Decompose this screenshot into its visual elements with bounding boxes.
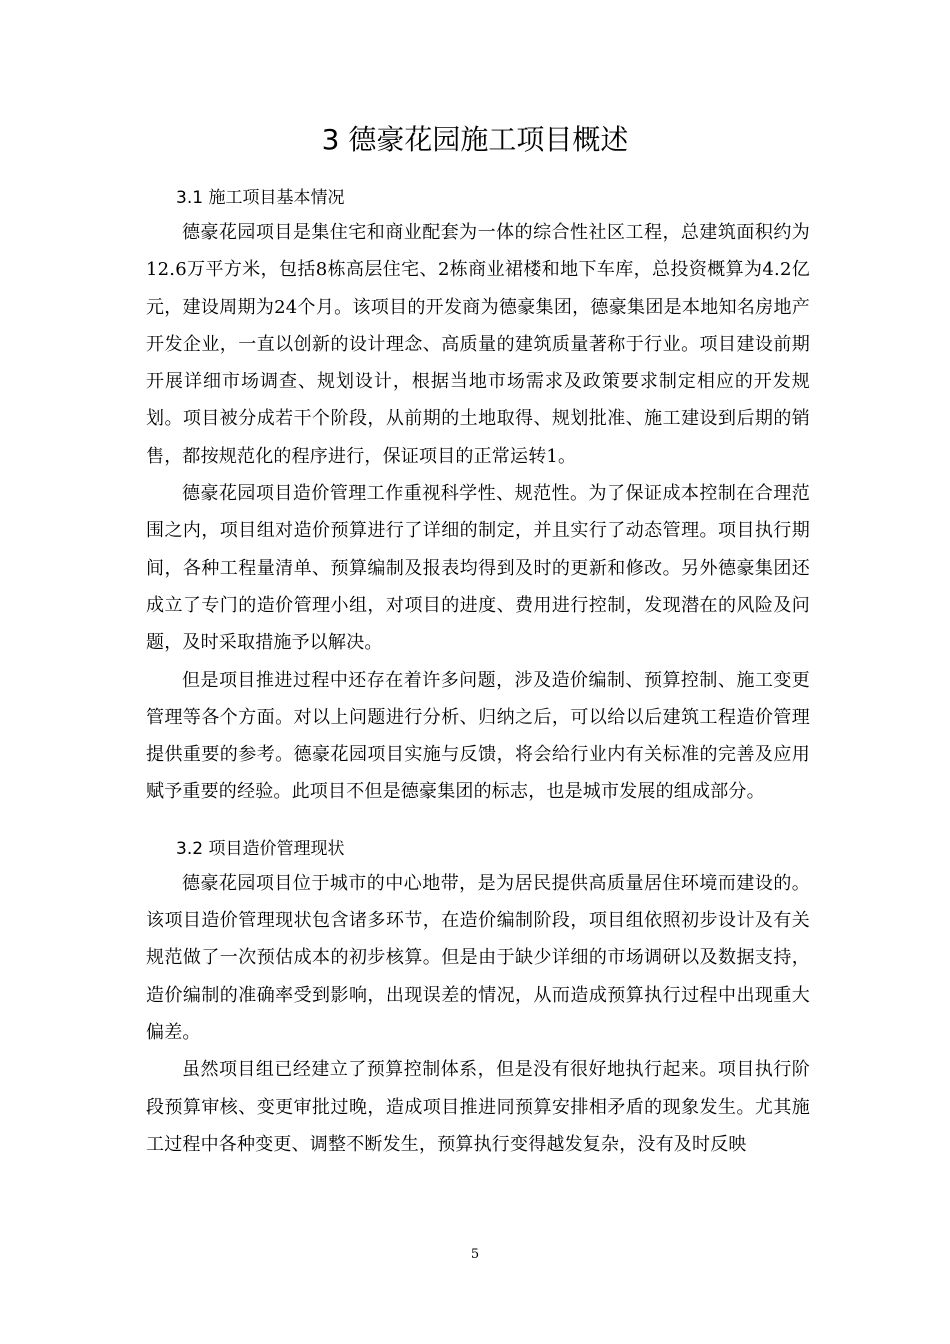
- paragraph: 德豪花园项目位于城市的中心地带，是为居民提供高质量居住环境而建设的。该项目造价管理现状包含诸多环节，在造价编制阶段，项目组依照初步设计及有关规范做了一次预估成本的初步核算。但是由于缺少详细的市场调研以及数据支持，造价编制的准确率受到影响，出现误差的情况，从而造成预算执行过程中出现重大偏差。: [146, 872, 810, 1043]
- paragraph: 但是项目推进过程中还存在着许多问题，涉及造价编制、预算控制、施工变更管理等各个方面。对以上问题进行分析、归纳之后，可以给以后建筑工程造价管理提供重要的参考。德豪花园项目实施与反馈，将会给行业内有关标准的完善及应用赋予重要的经验。此项目不但是德豪集团的标志，也是城市发展的组成部分。: [146, 669, 810, 803]
- chapter-title: 3 德豪花园施工项目概述: [321, 123, 629, 156]
- page-number: 5: [470, 1247, 480, 1262]
- body-text: [146, 182, 810, 1163]
- paragraph: 德豪花园项目是集住宅和商业配套为一体的综合性社区工程，总建筑面积约为12.6万平方米，包括8栋高层住宅、2栋商业裙楼和地下车库，总投资概算为4.2亿元，建设周期为24个月。该项目的开发商为德豪集团，德豪集团是本地知名房地产开发企业，一直以创新的设计理念、高质量的建筑质量著称于行业。项目建设前期开展详细市场调查、规划设计，根据当地市场需求及政策要求制定相应的开发规划。项目被分成若干个阶段，从前期的土地取得、规划批准、施工建设到后期的销售，都按规范化的程序进行，保证项目的正常运转1。: [146, 222, 810, 467]
- paragraph: 德豪花园项目造价管理工作重视科学性、规范性。为了保证成本控制在合理范围之内，项目组对造价预算进行了详细的制定，并且实行了动态管理。项目执行期间，各种工程量清单、预算编制及报表均得到及时的更新和修改。另外德豪集团还成立了专门的造价管理小组，对项目的进度、费用进行控制，发现潜在的风险及问题，及时采取措施予以解决。: [146, 483, 810, 654]
- section-heading-3-1: 3.1 施工项目基本情况: [176, 188, 345, 208]
- paragraph: 虽然项目组已经建立了预算控制体系，但是没有很好地执行起来。项目执行阶段预算审核、变更审批过晚，造成项目推进同预算安排相矛盾的现象发生。尤其施工过程中各种变更、调整不断发生，预算执行变得越发复杂，没有及时反映: [146, 1059, 810, 1155]
- section-heading-3-2: 3.2 项目造价管理现状: [176, 838, 345, 859]
